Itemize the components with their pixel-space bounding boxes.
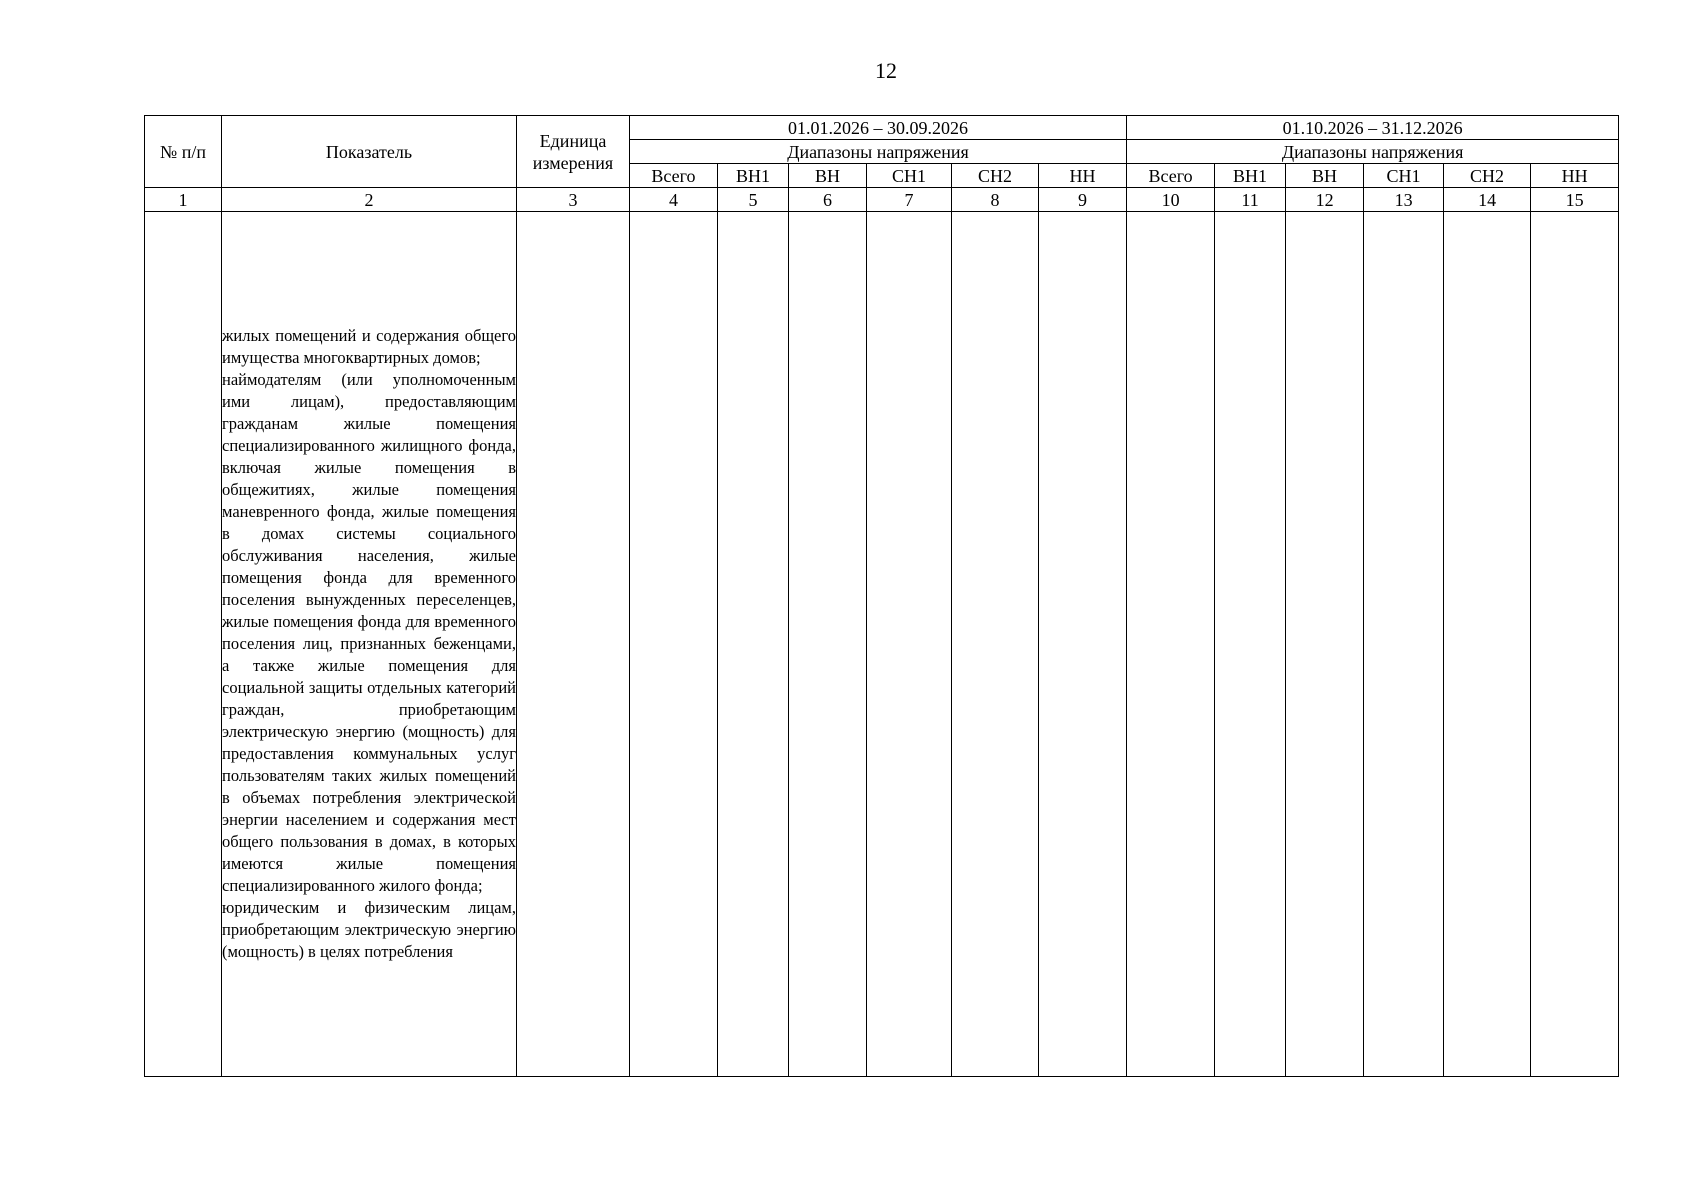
column-number: 6 bbox=[789, 188, 867, 212]
header-sub-total-2: Всего bbox=[1127, 164, 1215, 188]
value-cell bbox=[1127, 212, 1215, 1077]
column-number: 9 bbox=[1039, 188, 1127, 212]
column-number: 5 bbox=[718, 188, 789, 212]
value-cell bbox=[1039, 212, 1127, 1077]
header-num: № п/п bbox=[145, 116, 222, 188]
value-cell bbox=[1531, 212, 1619, 1077]
header-sub-total-1: Всего bbox=[630, 164, 718, 188]
column-number: 8 bbox=[952, 188, 1039, 212]
indicator-paragraph: наймодателям (или уполномоченным ими лицам), предоставляющим гражданам жилые помещения специализированного жилищного фонда, включая жилые помещения в общежитиях, жилые помещения маневренного фонда, жилые помещения в домах системы социального обслуживания населения, жилые помещения фонда для временного поселения вынужденных переселенцев, жилые помещения фонда для временного поселения лиц, признанных беженцами, а также жилые помещения для социальной защиты отдельных категорий граждан, приобретающим электрическую энергию (мощность) для предоставления коммунальных услуг пользователям таких жилых помещений в объемах потребления электрической энергии населением и содержания мест общего пользования в домах, в которых имеются жилые помещения специализированного жилого фонда; bbox=[222, 370, 516, 895]
header-sub-vn1-1: ВН1 bbox=[718, 164, 789, 188]
header-sub-sn2-2: СН2 bbox=[1444, 164, 1531, 188]
header-unit-line2: измерения bbox=[532, 152, 614, 173]
header-sub-nn-2: НН bbox=[1531, 164, 1619, 188]
value-cell bbox=[1364, 212, 1444, 1077]
header-sub-sn2-1: СН2 bbox=[952, 164, 1039, 188]
value-cell bbox=[630, 212, 718, 1077]
column-number: 15 bbox=[1531, 188, 1619, 212]
column-number: 13 bbox=[1364, 188, 1444, 212]
header-indicator: Показатель bbox=[222, 116, 517, 188]
header-sub-nn-1: НН bbox=[1039, 164, 1127, 188]
column-number: 3 bbox=[517, 188, 630, 212]
column-number: 7 bbox=[867, 188, 952, 212]
unit-cell bbox=[517, 212, 630, 1077]
row-num-cell bbox=[145, 212, 222, 1077]
column-number: 14 bbox=[1444, 188, 1531, 212]
value-cell bbox=[789, 212, 867, 1077]
header-sub-sn1-2: СН1 bbox=[1364, 164, 1444, 188]
header-sub-vn-1: ВН bbox=[789, 164, 867, 188]
header-voltage-ranges-1: Диапазоны напряжения bbox=[630, 140, 1127, 164]
value-cell bbox=[952, 212, 1039, 1077]
header-sub-vn1-2: ВН1 bbox=[1215, 164, 1286, 188]
header-sub-vn-2: ВН bbox=[1286, 164, 1364, 188]
header-sub-sn1-1: СН1 bbox=[867, 164, 952, 188]
indicator-paragraph: жилых помещений и содержания общего имущества многоквартирных домов; bbox=[222, 326, 516, 367]
column-number: 4 bbox=[630, 188, 718, 212]
value-cell bbox=[867, 212, 952, 1077]
table-row bbox=[145, 212, 1619, 1077]
value-cell bbox=[718, 212, 789, 1077]
indicator-paragraph: юридическим и физическим лицам, приобретающим электрическую энергию (мощность) в целях потребления bbox=[222, 898, 516, 961]
header-voltage-ranges-2: Диапазоны напряжения bbox=[1127, 140, 1619, 164]
value-cell bbox=[1286, 212, 1364, 1077]
header-period-1: 01.01.2026 – 30.09.2026 bbox=[630, 116, 1127, 140]
header-unit bbox=[517, 116, 630, 188]
header-unit-line1: Единица bbox=[539, 130, 607, 151]
column-number: 12 bbox=[1286, 188, 1364, 212]
column-number-row bbox=[145, 188, 1619, 212]
header-period-2: 01.10.2026 – 31.12.2026 bbox=[1127, 116, 1619, 140]
page-number: 12 bbox=[875, 58, 897, 83]
column-number: 1 bbox=[145, 188, 222, 212]
column-number: 10 bbox=[1127, 188, 1215, 212]
column-number: 2 bbox=[222, 188, 517, 212]
header-row-1 bbox=[145, 116, 1619, 140]
value-cell bbox=[1215, 212, 1286, 1077]
indicator-cell bbox=[222, 212, 517, 1077]
value-cell bbox=[1444, 212, 1531, 1077]
column-number: 11 bbox=[1215, 188, 1286, 212]
tariff-table bbox=[144, 115, 1619, 1077]
